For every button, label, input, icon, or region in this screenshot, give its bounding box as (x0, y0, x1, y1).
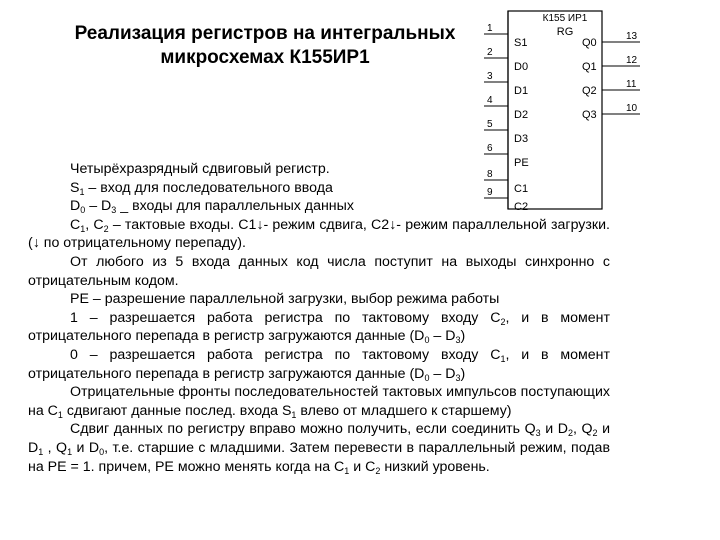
input-pin-label: C2 (514, 201, 529, 213)
chip-function: RG (556, 26, 574, 38)
output-pin-number: 13 (626, 31, 638, 42)
input-pin-number: 8 (487, 169, 493, 180)
input-pin-label: D2 (514, 109, 529, 121)
input-pin-label: PE (514, 157, 529, 169)
input-pin-number: 4 (487, 95, 493, 106)
chip-name: К155 ИР1 (542, 13, 588, 24)
output-pin-label: Q1 (582, 61, 597, 73)
para-pe: PE – разрешение параллельной загрузки, выбор режима работы (70, 291, 500, 308)
para-any-input: От любого из 5 входа данных код числа поступит на выходы синхронно с отрицательным кодом. (28, 253, 610, 289)
input-pin-label: C1 (514, 183, 529, 195)
para-shift-right: Сдвиг данных по регистру вправо можно получить, если соединить $Q_3$ и $D_2$, $Q_2$ и $D_1$ , $Q_1$ и $D_0$, т.е. старшие с младшими. Затем перевести в параллельный режим, подав на PE = 1. причем, PE можно менять когда на $C_1$ и $C_2$ низкий уровень. (28, 421, 611, 476)
para-d: $D_0 - D_3$ _ входы для параллельных данных (70, 198, 354, 216)
output-pin-number: 11 (626, 79, 637, 90)
output-pin-label: Q2 (582, 85, 597, 97)
input-pin-label: D1 (514, 85, 529, 97)
para-negative-edges: Отрицательные фронты последовательностей тактовых импульсов поступающих на $C_1$ сдвигают данные послед. входа $S_1$ влево от младшего к старшему) (28, 384, 610, 420)
output-pin-label: Q3 (582, 109, 597, 121)
input-pin-number: 6 (487, 143, 493, 154)
input-pin-number: 1 (487, 23, 493, 34)
input-pin-number: 9 (487, 187, 493, 198)
input-pin-label: S1 (514, 37, 528, 49)
output-pin-number: 10 (626, 103, 638, 114)
para-intro: Четырёхразрядный сдвиговый регистр. (70, 161, 330, 177)
para-mode-0: 0 – разрешается работа регистра по тактовому входу $C_1$, и в момент отрицательного перепада в регистр загружаются данные $(D_0 - D_3)$ (28, 346, 610, 383)
para-clock: $C_1$, $C_2$ – тактовые входы. C1↓- режим сдвига, C2↓- режим параллельной загрузки. (↓ по отрицательному перепаду). (28, 216, 610, 252)
input-pin-label: D0 (514, 61, 529, 73)
body-text (28, 160, 610, 476)
para-mode-1: 1 – разрешается работа регистра по тактовому входу $C_2$, и в момент отрицательного перепада в регистр загружаются данные $(D_0 - D_3)$ (28, 309, 610, 346)
input-pin-number: 3 (487, 71, 493, 82)
input-pin-label: D3 (514, 133, 529, 145)
output-pin-label: Q0 (582, 37, 597, 49)
para-s1: $S_1$ – вход для последовательного ввода (70, 179, 333, 197)
title-line-2: микросхемах К155ИР1 (160, 47, 370, 68)
input-pin-number: 5 (487, 119, 493, 130)
title-line-1: Реализация регистров на интегральных (74, 23, 456, 44)
input-pin-number: 2 (487, 47, 493, 58)
output-pin-number: 12 (626, 55, 638, 66)
